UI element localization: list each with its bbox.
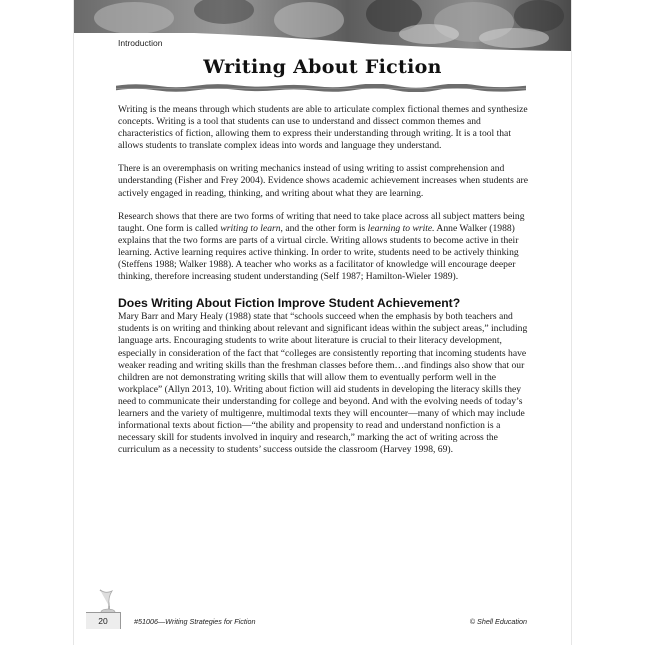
- paragraph: Mary Barr and Mary Healy (1988) state that “schools succeed when the emphasis by both teachers and students is on writing and thinking about relevant and significant ideas within the subject areas,” including language arts. Encouraging students to write about literature is crucial to their literacy development, especially in consideration of the fact that “colleges are consistently reporting that incoming students have weaker reading and writing skills than the freshman classes before them…and findings also show that our children are not demonstrating writing skills that will allow them to eventually perform well in the workplace” (Allyn 2013, 10). Writing about fiction will aid students in developing the literacy skills they need to communicate their understanding for college and beyond. And with the evolving needs of today’s learners and the variety of multigenre, multimodal texts they will encounter—many of which may include informational texts about fiction—“the ability and propensity to read and understand nonfiction is a necessary skill for students involved in inquiry and research,” marking the act of writing across the curriculum as a necessity to students’ success outside the classroom (Harvey 1998, 69).: [118, 311, 528, 456]
- paragraph: Writing is the means through which students are able to articulate complex fictional themes and synthesize concepts. Writing is a tool that students can use to understand and dissect common themes and characteristics of fiction, allowing them to express their understanding through writing. It is a tool that allows students to translate complex ideas into words and language they understand.: [118, 104, 528, 152]
- section-label: Introduction: [118, 37, 165, 49]
- italic-term: learning to write.: [367, 222, 435, 234]
- page-footer: [74, 588, 571, 628]
- text-run: Research shows that there are two forms of writing that need to take place across all subject matters being taught. One form is called: [118, 210, 525, 234]
- book-reference: #51006—Writing Strategies for Fiction: [134, 617, 256, 626]
- text-run: Anne Walker (1988) explains that the two forms are parts of a virtual circle. Writing allows students to become active in their learning. Active learning requires active thinking. In order to write, students need to be actively thinking (Steffens 1988; Walker 1988). A teacher who works as a facilitator of knowledge will encourage deeper thinking, therefore increasing student understanding (Self 1987; Hamilton-Wieler 1989).: [118, 222, 519, 283]
- paragraph: [118, 211, 530, 284]
- document-page: [74, 0, 571, 645]
- text-run: , and the other form is: [280, 222, 368, 234]
- article-body: [118, 104, 530, 467]
- page-number: 20: [86, 612, 121, 629]
- paragraph: There is an overemphasis on writing mechanics instead of using writing to assist comprehension and understanding (Fisher and Frey 2004). Evidence shows academic achievement increases when students are actively engaged in reading, thinking, and writing about what they are learning.: [118, 163, 528, 199]
- title-underline-rule: [116, 84, 526, 92]
- page-title: Writing About Fiction: [203, 56, 442, 78]
- italic-term: writing to learn: [220, 222, 281, 234]
- section-heading: Does Writing About Fiction Improve Student Achievement?: [118, 296, 461, 311]
- publisher-credit: © Shell Education: [469, 617, 527, 626]
